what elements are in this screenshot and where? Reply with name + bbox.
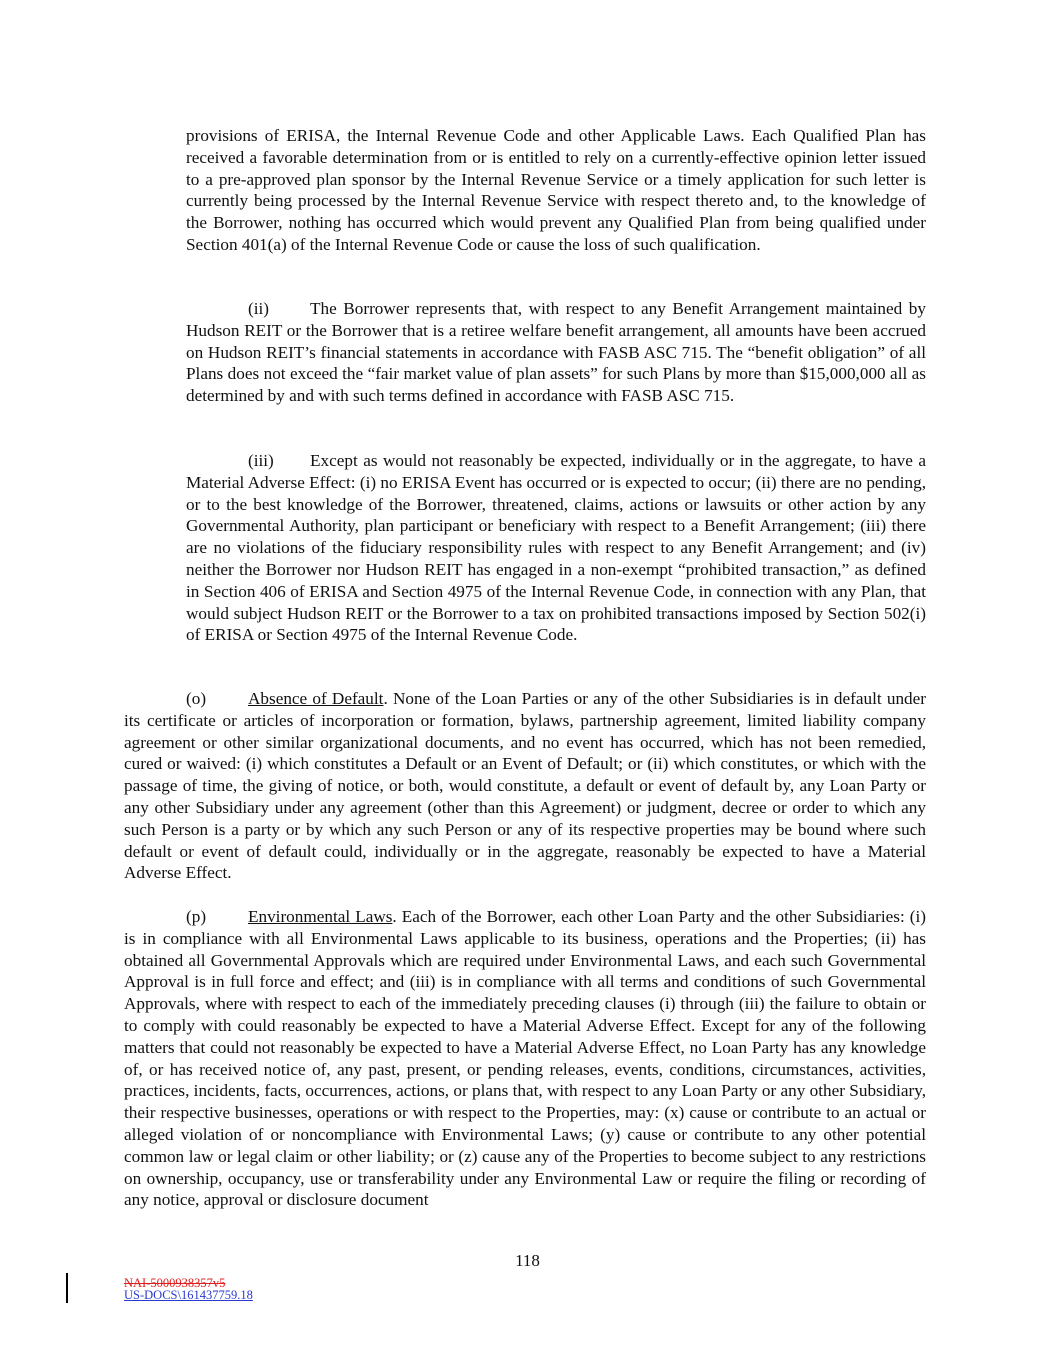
subsection-iii-paragraph xyxy=(186,450,926,646)
section-p-paragraph xyxy=(124,906,926,1211)
section-o-paragraph xyxy=(124,688,926,884)
subsection-ii-paragraph xyxy=(186,298,926,407)
footer-deleted-doc-id: NAI-5000938357v5 xyxy=(124,1276,226,1290)
section-o-text: . None of the Loan Parties or any of the other Subsidiaries is in default under its certificate or articles of incorporation or formation, bylaws, partnership agreement, limited liability company agreement or other similar organizational documents, and no event has occurred, which has not been remedied, cured or waived: (i) which constitutes a Default or an Event of Default; or (ii) which constitutes, or which with the passage of time, the giving of notice, or both, would constitute, a default or event of default by, any Loan Party or any other Subsidiary under any agreement (other than this Agreement) or judgment, decree or order to which any such Person is a party or by which any such Person or any of its respective properties may be bound where such default or event of default could, individually or in the aggregate, reasonably be expected to have a Material Adverse Effect. xyxy=(124,689,926,883)
subsection-ii-text: The Borrower represents that, with respect to any Benefit Arrangement maintained by Hudson REIT or the Borrower that is a retiree welfare benefit arrangement, all amounts have been accrued on Hudson REIT’s financial statements in accordance with FASB ASC 715. The “benefit obligation” of all Plans does not exceed the “fair market value of plan assets” for such Plans by more than $15,000,000 all as determined by and with such terms defined in accordance with FASB ASC 715. xyxy=(186,299,926,406)
subsection-ii-number: (ii) xyxy=(248,299,269,318)
page-number: 118 xyxy=(515,1251,540,1270)
footer-inserted-doc-id: US-DOCS\161437759.18 xyxy=(124,1288,253,1302)
section-o-number: (o) xyxy=(186,689,207,708)
section-p-heading: Environmental Laws xyxy=(248,907,393,926)
subsection-iii-text: Except as would not reasonably be expected, individually or in the aggregate, to have a Material Adverse Effect: (i) no ERISA Event has occurred or is expected to occur; (ii) there are no pending, or to the best knowledge of the Borrower, threatened, claims, actions or lawsuits or other action by any Governmental Authority, plan participant or beneficiary with respect to a Benefit Arrangement; (iii) there are no violations of the fiduciary responsibility rules with respect to any Benefit Arrangement; and (iv) neither the Borrower nor Hudson REIT has engaged in a non-exempt “prohibited transaction,” as defined in Section 406 of ERISA and Section 4975 of the Internal Revenue Code, in connection with any Plan, that would subject Hudson REIT or the Borrower to a tax on prohibited transactions imposed by Section 502(i) of ERISA or Section 4975 of the Internal Revenue Code. xyxy=(186,451,926,645)
subsection-iii-number: (iii) xyxy=(248,451,274,470)
section-o-heading: Absence of Default xyxy=(248,689,384,708)
change-bar xyxy=(66,1273,68,1303)
section-p-text: . Each of the Borrower, each other Loan Party and the other Subsidiaries: (i) is in compliance with all Environmental Laws applicable to its business, operations and the Properties; (ii) has obtained all Governmental Approvals which are required under Environmental Laws, and each such Governmental Approval is in full force and effect; and (iii) is in compliance with all terms and conditions of such Governmental Approvals, where with respect to each of the immediately preceding clauses (i) through (iii) the failure to obtain or to comply with could reasonably be expected to have a Material Adverse Effect. Except for any of the following matters that could not reasonably be expected to have a Material Adverse Effect, no Loan Party has any knowledge of, or has received notice of, any past, present, or pending releases, events, conditions, circumstances, activities, practices, incidents, facts, occurrences, actions, or plans that, with respect to any Loan Party or any other Subsidiary, their respective businesses, operations or with respect to the Properties, may: (x) cause or contribute to an actual or alleged violation of or noncompliance with Environmental Laws; (y) cause or contribute to any other potential common law or legal claim or other liability; or (z) cause any of the Properties to become subject to any restrictions on ownership, occupancy, use or transferability under any Environmental Law or require the filing or recording of any notice, approval or disclosure document xyxy=(124,907,926,1210)
section-p-number: (p) xyxy=(186,907,207,926)
continuation-paragraph: provisions of ERISA, the Internal Revenue Code and other Applicable Laws. Each Qualified Plan has received a favorable determination from or is entitled to rely on a currently-effective opinion letter issued to a pre-approved plan sponsor by the Internal Revenue Service or a timely application for such letter is currently being processed by the Internal Revenue Service with respect thereto and, to the knowledge of the Borrower, nothing has occurred which would prevent any Qualified Plan from being qualified under Section 401(a) of the Internal Revenue Code or cause the loss of such qualification. xyxy=(186,126,926,254)
